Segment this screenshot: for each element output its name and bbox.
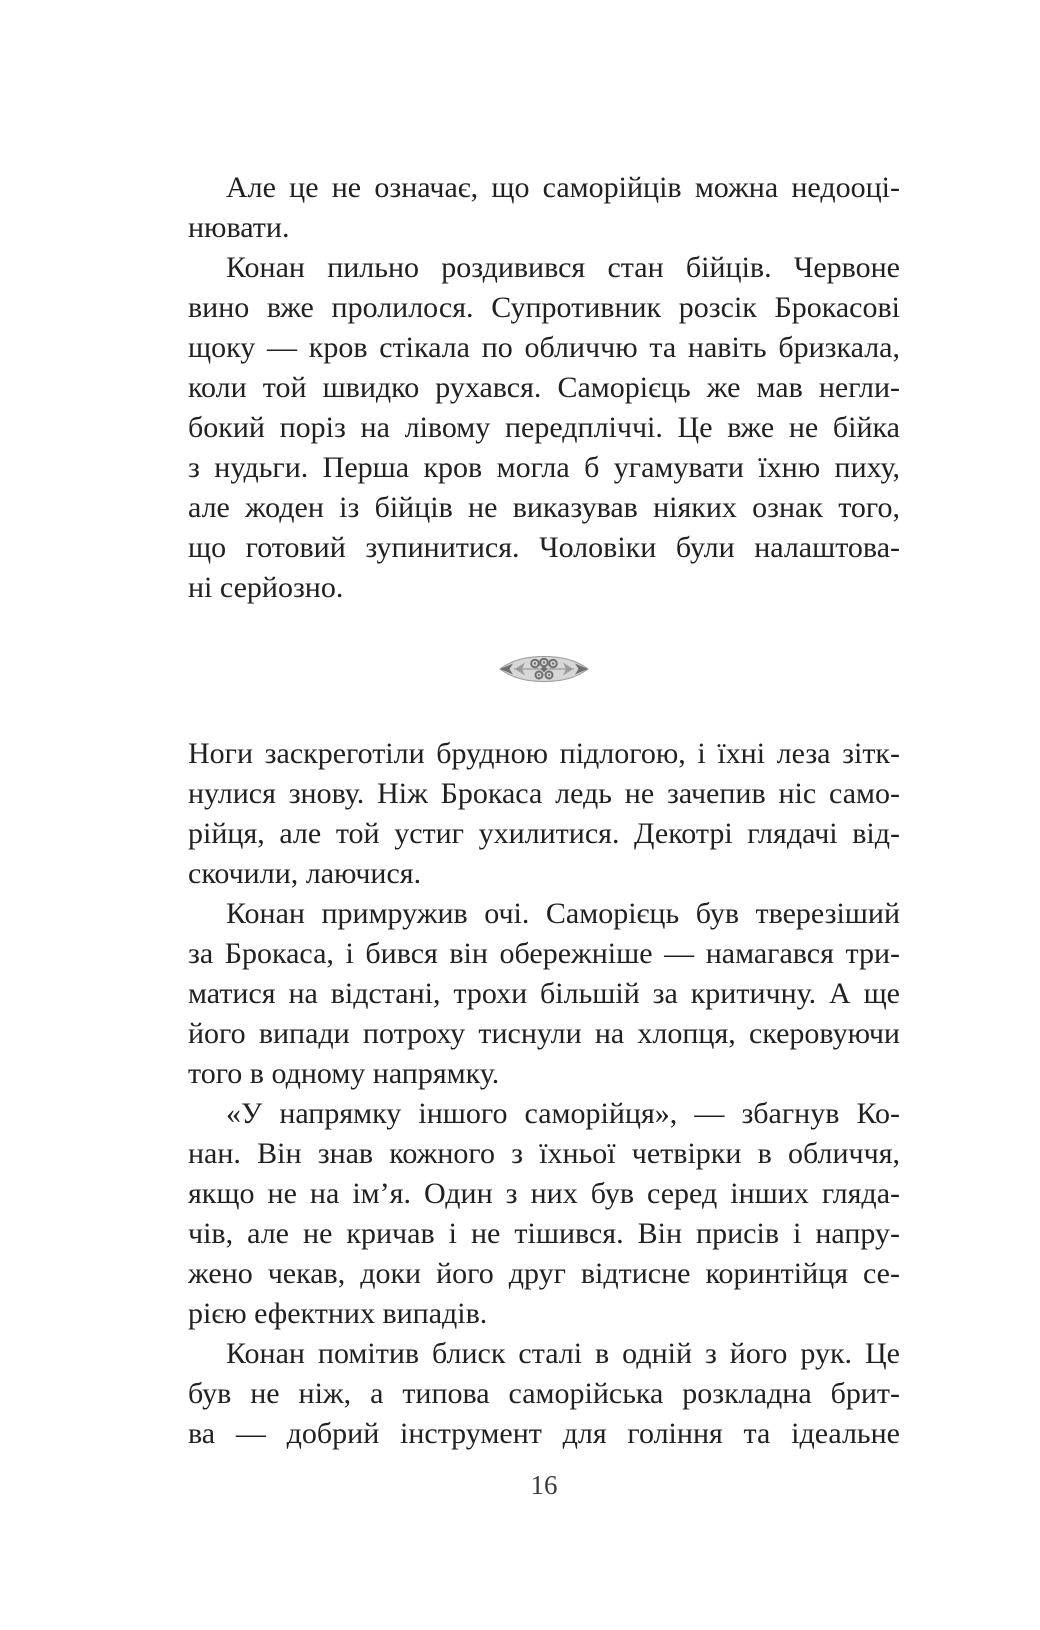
text-line: рійця, але той устиг ухилитися. Декотрі глядачі від- [188, 817, 900, 850]
text-line: чів, але не кричав і не тішився. Він присів і напру- [188, 1217, 900, 1250]
paragraph [188, 734, 900, 894]
text-line: ва — добрий інструмент для гоління та ідеальне [188, 1417, 900, 1450]
paragraph [188, 1094, 900, 1334]
text-column [188, 168, 900, 1454]
text-line: рією ефектних випадів. [188, 1297, 488, 1330]
text-line: Конан помітив блиск сталі в одній з його рук. Це [226, 1337, 900, 1370]
floral-divider-icon [498, 652, 590, 686]
text-line: з нудьги. Перша кров могла б угамувати їхню пиху, [188, 451, 900, 484]
text-line: Конан примружив очі. Саморієць був тверезіший [226, 897, 900, 930]
text-line: був не ніж, а типова саморійська розкладна брит- [188, 1377, 900, 1410]
text-line: нювати. [188, 211, 290, 244]
paragraph [188, 894, 900, 1094]
text-line: вино вже пролилося. Супротивник розсік Брокасові [188, 291, 900, 324]
text-line: коли той швидко рухався. Саморієць же мав негли- [188, 371, 900, 404]
text-line: якщо не на ім’я. Один з них був серед інших гляда- [188, 1177, 900, 1210]
text-line: нан. Він знав кожного з їхньої четвірки в обличчя, [188, 1137, 900, 1170]
text-line: скочили, лаючися. [188, 857, 422, 890]
text-line: щоку — кров стікала по обличчю та навіть бризкала, [188, 331, 900, 364]
text-line: того в одному напрямку. [188, 1057, 500, 1090]
text-line: його випади потроху тиснули на хлопця, скеровуючи [188, 1017, 900, 1050]
text-line: що готовий зупинитися. Чоловіки були налаштова- [188, 531, 900, 564]
text-line: матися на відстані, трохи більшій за критичну. А ще [188, 977, 900, 1010]
text-line: нулися знову. Ніж Брокаса ледь не зачепив ніс само- [188, 777, 900, 810]
section-divider [188, 652, 900, 686]
text-line: бокий поріз на лівому передпліччі. Це вже не бійка [188, 411, 900, 444]
text-line: але жоден із бійців не виказував ніяких ознак того, [188, 491, 900, 524]
paragraph [188, 168, 900, 248]
text-line: ні серйозно. [188, 571, 344, 604]
page-number: 16 [530, 1470, 558, 1500]
text-line: Ноги заскреготіли брудною підлогою, і їхні леза зітк- [188, 737, 900, 770]
text-line: Але це не означає, що саморійців можна недооці- [226, 171, 900, 204]
paragraph [188, 248, 900, 608]
text-line: жено чекав, доки його друг відтисне коринтійця се- [188, 1257, 900, 1290]
text-line: Конан пильно роздивився стан бійців. Червоне [226, 251, 900, 284]
text-line: за Брокаса, і бився він обережніше — намагався три- [188, 937, 900, 970]
text-line: «У напрямку іншого саморійця», — збагнув Ко- [226, 1097, 900, 1130]
paragraph [188, 1334, 900, 1454]
